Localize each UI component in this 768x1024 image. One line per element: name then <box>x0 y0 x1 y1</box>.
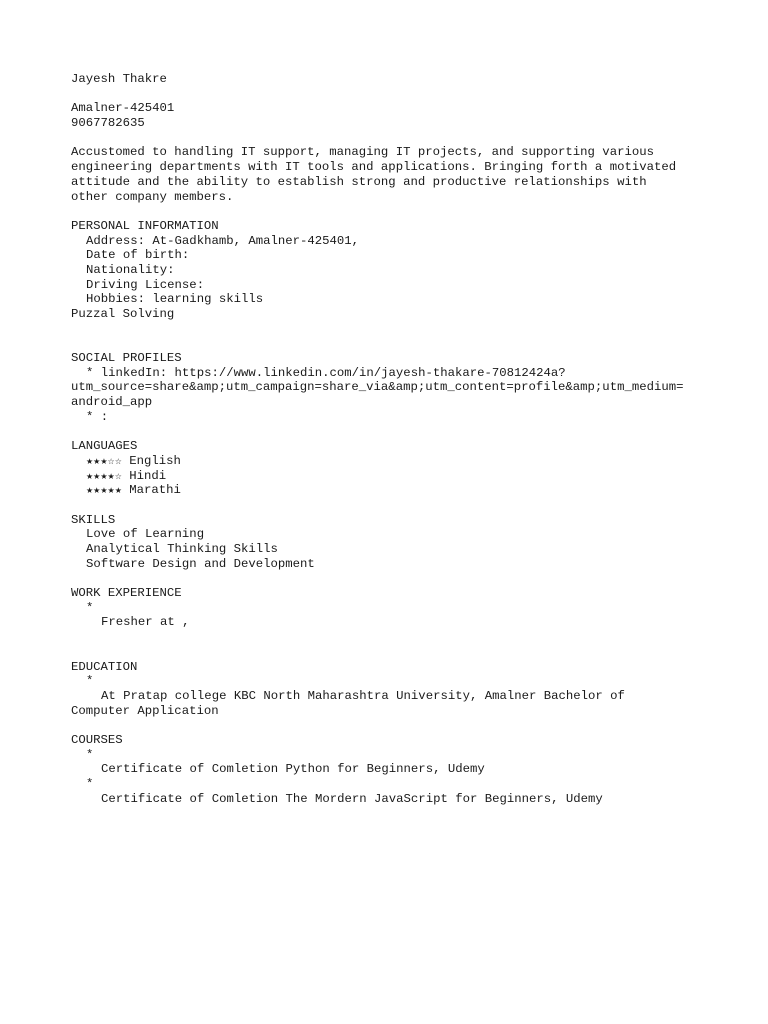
spacer <box>71 131 751 146</box>
language-item <box>71 469 751 484</box>
spacer <box>71 630 751 645</box>
skill-item: Analytical Thinking Skills <box>86 542 278 556</box>
section-heading: LANGUAGES <box>71 439 138 454</box>
spacer <box>71 498 751 513</box>
nationality-field: Nationality: <box>86 262 175 277</box>
work-experience-section <box>71 586 751 630</box>
linkedin-link[interactable]: * linkedIn: https://www.linkedin.com/in/jayesh-thakare-70812424a? <box>86 365 566 380</box>
spacer <box>71 571 751 586</box>
course-entry: Certificate of Comletion Python for Beginners, Udemy <box>101 762 485 777</box>
linkedin-link-continuation[interactable]: utm_source=share&amp;utm_campaign=share_via&amp;utm_content=profile&amp;utm_medium= <box>71 380 684 395</box>
summary-line: engineering departments with IT tools and applications. Bringing forth a motivated <box>71 160 677 175</box>
bullet: * <box>86 674 94 689</box>
course-entry: Certificate of Comletion The Mordern JavaScript for Beginners, Udemy <box>101 791 603 806</box>
spacer <box>71 336 751 351</box>
summary-paragraph <box>71 145 751 204</box>
summary-line: other company members. <box>71 189 234 204</box>
section-heading: WORK EXPERIENCE <box>71 586 182 601</box>
summary-line: Accustomed to handling IT support, managing IT projects, and supporting various <box>71 145 654 160</box>
skill-item: Love of Learning <box>86 527 205 542</box>
bullet: * <box>86 747 94 762</box>
social-profiles-section <box>71 351 751 424</box>
skills-section <box>71 513 751 572</box>
courses-section <box>71 733 751 806</box>
language-name: Marathi <box>129 483 181 498</box>
section-heading: EDUCATION <box>71 659 138 674</box>
driving-license-field: Driving License: <box>86 277 205 292</box>
section-heading: PERSONAL INFORMATION <box>71 218 219 233</box>
languages-section <box>71 439 751 498</box>
section-heading: SKILLS <box>71 512 116 527</box>
hobbies-continuation: Puzzal Solving <box>71 307 175 321</box>
spacer <box>71 204 751 219</box>
spacer <box>71 645 751 660</box>
summary-line: attitude and the ability to establish strong and productive relationships with <box>71 174 647 189</box>
language-item <box>71 483 751 498</box>
education-entry: At Pratap college KBC North Maharashtra University, Amalner Bachelor of <box>101 688 625 703</box>
spacer <box>71 425 751 440</box>
date-of-birth-field: Date of birth: <box>86 248 190 263</box>
star-rating-icon: ★★★★★ <box>86 486 122 496</box>
skill-item: Software Design and Development <box>86 556 315 571</box>
resume-document <box>71 72 751 806</box>
social-profile-empty-item: * : <box>86 409 109 424</box>
address-field: Address: At-Gadkhamb, Amalner-425401, <box>86 233 360 248</box>
star-rating-icon: ★★★★☆ <box>86 471 122 481</box>
personal-information-section <box>71 219 751 322</box>
star-rating-icon: ★★★☆☆ <box>86 456 122 466</box>
candidate-phone: 9067782635 <box>71 116 145 131</box>
spacer <box>71 322 751 337</box>
bullet: * <box>86 777 94 791</box>
bullet: * <box>86 600 94 615</box>
language-name: English <box>129 453 181 468</box>
candidate-location: Amalner-425401 <box>71 101 175 116</box>
spacer <box>71 718 751 733</box>
candidate-name: Jayesh Thakre <box>71 72 167 86</box>
language-name: Hindi <box>129 468 167 483</box>
linkedin-link-continuation[interactable]: android_app <box>71 395 153 410</box>
language-item <box>71 454 751 469</box>
spacer <box>71 87 751 102</box>
section-heading: SOCIAL PROFILES <box>71 351 182 366</box>
section-heading: COURSES <box>71 732 123 747</box>
hobbies-field: Hobbies: learning skills <box>86 292 264 307</box>
education-section <box>71 660 751 719</box>
education-entry-continuation: Computer Application <box>71 703 219 718</box>
work-entry: Fresher at , <box>101 615 190 630</box>
